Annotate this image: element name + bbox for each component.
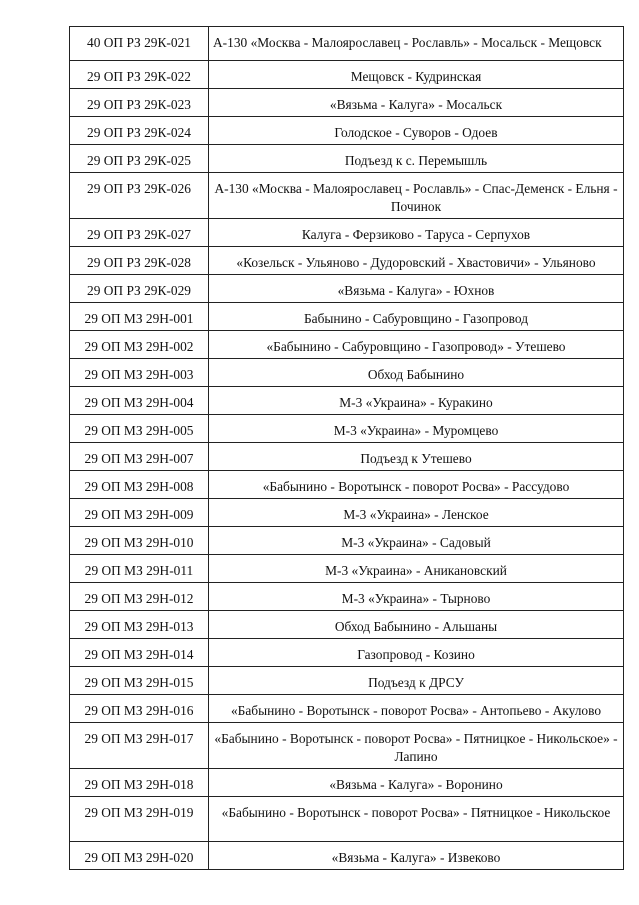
road-name-cell: «Вязьма - Калуга» - Извеково [209,842,624,870]
road-code-cell: 29 ОП РЗ 29К-022 [70,61,209,89]
road-name-cell: М-3 «Украина» - Аникановский [209,555,624,583]
road-code-cell: 29 ОП МЗ 29Н-015 [70,667,209,695]
road-name-cell: М-3 «Украина» - Садовый [209,527,624,555]
road-code-cell: 29 ОП МЗ 29Н-011 [70,555,209,583]
road-code-cell: 29 ОП МЗ 29Н-008 [70,471,209,499]
road-name-cell: Подъезд к с. Перемышль [209,145,624,173]
table-row [70,842,624,870]
road-name-cell: Подъезд к ДРСУ [209,667,624,695]
road-code-cell: 29 ОП МЗ 29Н-013 [70,611,209,639]
road-name-cell: А-130 «Москва - Малоярославец - Рославль» - Спас-Деменск - Ельня - Починок [209,173,624,219]
table-row [70,331,624,359]
table-row [70,555,624,583]
road-name-cell: Обход Бабынино - Альшаны [209,611,624,639]
roads-table [69,26,624,870]
road-name-cell: «Вязьма - Калуга» - Мосальск [209,89,624,117]
road-code-cell: 29 ОП МЗ 29Н-018 [70,769,209,797]
road-name-cell: «Бабынино - Воротынск - поворот Росва» - Рассудово [209,471,624,499]
table-row [70,387,624,415]
road-name-cell: «Козельск - Ульяново - Дудоровский - Хвастовичи» - Ульяново [209,247,624,275]
road-code-cell: 29 ОП РЗ 29К-023 [70,89,209,117]
road-code-cell: 29 ОП МЗ 29Н-009 [70,499,209,527]
road-code-cell: 29 ОП РЗ 29К-028 [70,247,209,275]
road-name-cell: «Бабынино - Воротынск - поворот Росва» - Антопьево - Акулово [209,695,624,723]
table-row [70,27,624,61]
table-row [70,723,624,769]
road-name-cell: Бабынино - Сабуровщино - Газопровод [209,303,624,331]
table-row [70,611,624,639]
road-code-cell: 29 ОП РЗ 29К-025 [70,145,209,173]
road-code-cell: 29 ОП РЗ 29К-024 [70,117,209,145]
road-code-cell: 29 ОП МЗ 29Н-002 [70,331,209,359]
road-code-cell: 29 ОП МЗ 29Н-001 [70,303,209,331]
road-name-cell: М-3 «Украина» - Ленское [209,499,624,527]
road-code-cell: 29 ОП МЗ 29Н-017 [70,723,209,769]
table-row [70,173,624,219]
table-row [70,89,624,117]
road-code-cell: 29 ОП МЗ 29Н-007 [70,443,209,471]
road-name-cell: Газопровод - Козино [209,639,624,667]
table-row [70,471,624,499]
road-name-cell: «Вязьма - Калуга» - Юхнов [209,275,624,303]
table-row [70,797,624,842]
table-row [70,769,624,797]
road-name-cell: М-3 «Украина» - Муромцево [209,415,624,443]
table-row [70,275,624,303]
road-code-cell: 29 ОП МЗ 29Н-005 [70,415,209,443]
road-name-cell: А-130 «Москва - Малоярославец - Рославль» - Мосальск - Мещовск [209,27,624,61]
table-row [70,695,624,723]
road-code-cell: 29 ОП МЗ 29Н-004 [70,387,209,415]
road-code-cell: 29 ОП РЗ 29К-026 [70,173,209,219]
roads-table-body [70,27,624,870]
table-row [70,359,624,387]
road-code-cell: 29 ОП МЗ 29Н-010 [70,527,209,555]
table-row [70,219,624,247]
table-row [70,499,624,527]
road-name-cell: «Бабынино - Сабуровщино - Газопровод» - Утешево [209,331,624,359]
road-code-cell: 29 ОП МЗ 29Н-014 [70,639,209,667]
road-name-cell: Голодское - Суворов - Одоев [209,117,624,145]
table-row [70,527,624,555]
road-code-cell: 29 ОП РЗ 29К-029 [70,275,209,303]
road-name-cell: М-3 «Украина» - Куракино [209,387,624,415]
table-row [70,639,624,667]
road-code-cell: 29 ОП МЗ 29Н-012 [70,583,209,611]
table-row [70,303,624,331]
road-name-cell: Калуга - Ферзиково - Таруса - Серпухов [209,219,624,247]
road-name-cell: Обход Бабынино [209,359,624,387]
road-code-cell: 40 ОП РЗ 29К-021 [70,27,209,61]
road-code-cell: 29 ОП МЗ 29Н-016 [70,695,209,723]
road-name-cell: М-3 «Украина» - Тырново [209,583,624,611]
table-row [70,61,624,89]
table-row [70,247,624,275]
table-row [70,117,624,145]
road-code-cell: 29 ОП МЗ 29Н-019 [70,797,209,842]
table-row [70,443,624,471]
road-code-cell: 29 ОП РЗ 29К-027 [70,219,209,247]
table-row [70,145,624,173]
road-name-cell: Мещовск - Кудринская [209,61,624,89]
table-row [70,415,624,443]
road-code-cell: 29 ОП МЗ 29Н-003 [70,359,209,387]
table-row [70,667,624,695]
table-row [70,583,624,611]
road-name-cell: «Вязьма - Калуга» - Воронино [209,769,624,797]
road-name-cell: «Бабынино - Воротынск - поворот Росва» - Пятницкое - Никольское [209,797,624,842]
road-name-cell: Подъезд к Утешево [209,443,624,471]
road-name-cell: «Бабынино - Воротынск - поворот Росва» - Пятницкое - Никольское» - Лапино [209,723,624,769]
road-code-cell: 29 ОП МЗ 29Н-020 [70,842,209,870]
